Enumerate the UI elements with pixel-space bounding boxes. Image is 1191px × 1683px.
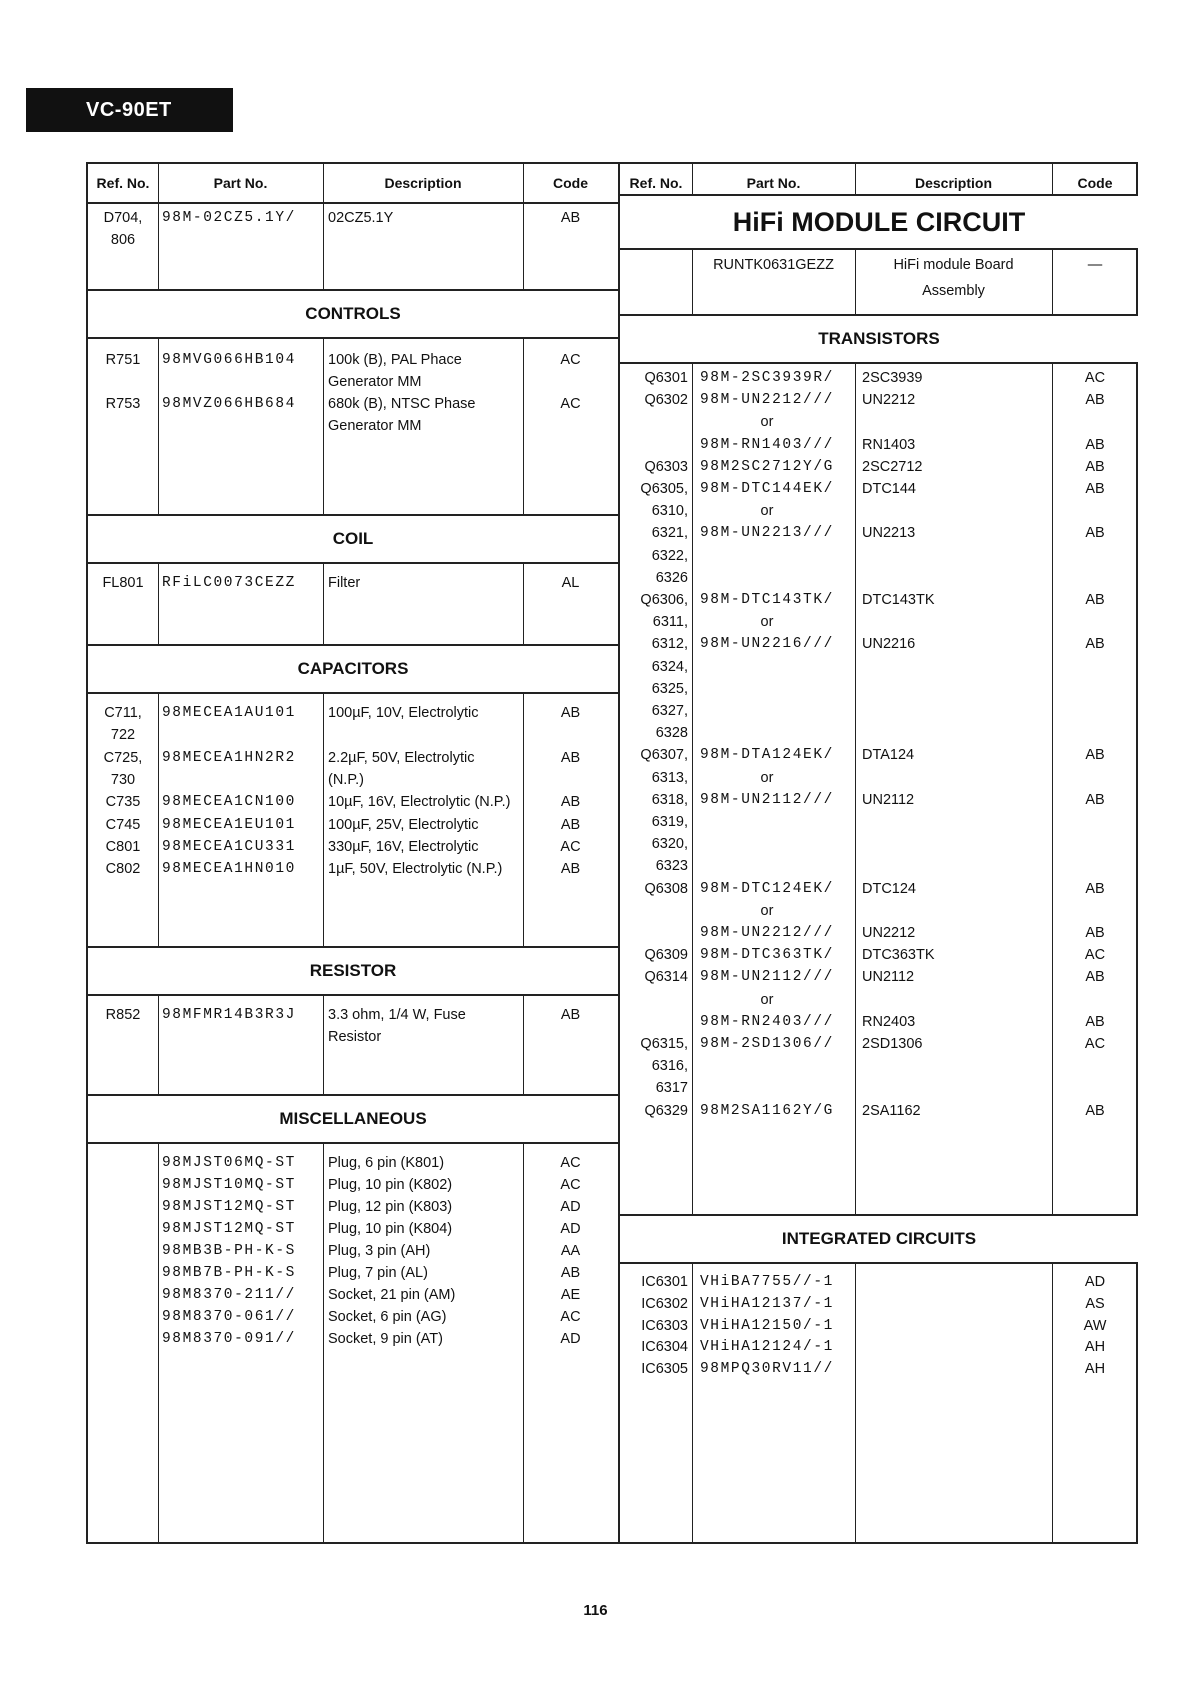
ref-no: 6316, [651, 1058, 688, 1075]
part-no: 98MB3B-PH-K-S [162, 1243, 296, 1259]
description-line-2: Assembly [922, 283, 985, 299]
part-no: 98M-DTC124EK/ [700, 880, 834, 897]
ref-no: 6313, [651, 769, 688, 786]
ref-no: IC6301 [641, 1274, 688, 1290]
right-parts-column [618, 164, 1138, 1542]
description: 100µF, 25V, Electrolytic [328, 816, 479, 833]
code: AB [560, 705, 581, 721]
description: 2SC3939 [862, 370, 923, 386]
ref-no: 6311, [652, 614, 688, 631]
code: AB [1085, 592, 1105, 608]
part-no: RUNTK0631GEZZ [713, 257, 834, 273]
ref-no-line-2: 806 [110, 232, 136, 248]
code: AD [560, 1331, 581, 1347]
page-number: 116 [583, 1602, 608, 1619]
description: HiFi module Board [893, 257, 1014, 273]
code: AB [560, 749, 581, 766]
ref-no: C725, [103, 749, 143, 766]
description: Filter [328, 575, 361, 591]
code: AC [560, 1155, 581, 1171]
ref-no: Q6307, [640, 747, 688, 764]
description-line-2: Generator MM [328, 418, 422, 434]
code: AB [1085, 636, 1105, 653]
code: AH [1084, 1339, 1106, 1356]
description-line-2: Generator MM [328, 374, 422, 390]
header-ref-no: Ref. No. [629, 175, 683, 191]
ref-no: 6325, [651, 680, 688, 697]
part-no: 98MJST12MQ-ST [162, 1221, 296, 1237]
ref-no: Q6329 [644, 1102, 688, 1119]
code: AC [560, 838, 581, 855]
description: 100µF, 10V, Electrolytic [328, 705, 479, 721]
ref-no: C735 [105, 794, 141, 811]
ref-no: 6321, [651, 525, 688, 542]
ref-no: 6310, [651, 503, 688, 520]
description: Plug, 10 pin (K804) [328, 1221, 453, 1237]
code: AC [1084, 370, 1106, 386]
code: AB [560, 861, 581, 878]
ref-no: 722 [110, 727, 136, 744]
ref-no: 6320, [651, 836, 688, 853]
part-no: 98MVZ066HB684 [162, 396, 296, 412]
description: 3.3 ohm, 1/4 W, Fuse [328, 1007, 466, 1023]
ref-no: 6323 [655, 858, 688, 875]
part-no: 98M-2SC3939R/ [700, 370, 834, 386]
code: AS [1085, 1295, 1105, 1312]
part-no: 98MJST12MQ-ST [162, 1199, 296, 1215]
part-no: 98M8370-091// [162, 1331, 296, 1347]
ref-no: 6322, [651, 547, 688, 564]
ref-no: IC6304 [641, 1339, 688, 1356]
code: AA [560, 1243, 581, 1259]
description: UN2112 [862, 969, 915, 986]
ref-no: C802 [105, 861, 141, 878]
description: Socket, 21 pin (AM) [328, 1287, 456, 1303]
ref-no: FL801 [102, 575, 144, 591]
ref-no: R753 [105, 396, 141, 412]
ref-no: C711, [104, 705, 142, 721]
code: AB [560, 210, 581, 226]
description: RN2403 [862, 1013, 916, 1030]
ref-no: 6317 [655, 1080, 688, 1097]
part-no: VHiBA7755//-1 [700, 1274, 834, 1290]
code: AB [560, 1265, 581, 1281]
part-no: 98MJST06MQ-ST [162, 1155, 296, 1171]
part-no: 98M-UN2213/// [700, 525, 834, 542]
description: Socket, 9 pin (AT) [328, 1331, 443, 1347]
section-hifi-module-circuit: HiFi MODULE CIRCUIT [620, 194, 1138, 250]
section-capacitors: CAPACITORS [88, 644, 618, 694]
ref-no: Q6303 [644, 458, 688, 475]
description: (N.P.) [328, 771, 364, 788]
code: AB [1085, 525, 1105, 542]
ref-no: Q6306, [640, 592, 688, 608]
or-separator: or [760, 503, 774, 520]
part-no: RFiLC0073CEZZ [162, 575, 296, 591]
ref-no: 6326 [655, 569, 688, 586]
description-line-2: Resistor [328, 1029, 382, 1045]
part-no: 98M-DTC363TK/ [700, 947, 834, 964]
description: DTC363TK [862, 947, 935, 964]
code: AB [560, 816, 581, 833]
part-no: 98M-02CZ5.1Y/ [162, 210, 296, 226]
description: 2SD1306 [862, 1036, 923, 1052]
section-controls: CONTROLS [88, 289, 618, 339]
description: 680k (B), NTSC Phase [328, 396, 476, 412]
code: AC [560, 1309, 581, 1325]
code: AC [560, 1177, 581, 1193]
description: Plug, 10 pin (K802) [328, 1177, 453, 1193]
or-separator: or [760, 991, 774, 1008]
description: 02CZ5.1Y [328, 210, 394, 226]
description: UN2212 [862, 925, 916, 941]
part-no: 98MECEA1CN100 [162, 794, 296, 811]
description: Plug, 3 pin (AH) [328, 1243, 431, 1259]
part-no: 98M-UN2212/// [700, 925, 834, 941]
section-integrated-circuits: INTEGRATED CIRCUITS [620, 1214, 1138, 1264]
part-no: 98MFMR14B3R3J [162, 1007, 296, 1023]
ref-no: Q6314 [644, 969, 688, 986]
part-no: 98M-DTC143TK/ [700, 592, 834, 608]
part-no: 98M-DTC144EK/ [700, 481, 834, 497]
part-no: 98MECEA1CU331 [162, 838, 296, 855]
description: DTC144 [862, 481, 916, 497]
part-no: 98M2SA1162Y/G [700, 1102, 834, 1119]
ref-no: 6327, [651, 703, 688, 719]
ref-no: 6318, [651, 791, 688, 808]
description: 2SA1162 [862, 1102, 921, 1119]
description: Plug, 12 pin (K803) [328, 1199, 453, 1215]
description: Plug, 7 pin (AL) [328, 1265, 428, 1281]
ref-no: D704, [103, 210, 143, 226]
part-no: 98MECEA1AU101 [162, 705, 296, 721]
code: AB [1085, 436, 1105, 453]
or-separator: or [760, 614, 774, 631]
part-no: 98MVG066HB104 [162, 352, 296, 368]
code: AL [561, 575, 580, 591]
part-no: 98M-UN2112/// [700, 969, 834, 986]
code: AB [1085, 969, 1105, 986]
parts-list-table [86, 162, 1138, 1544]
part-no: 98M-UN2216/// [700, 636, 834, 653]
code: AW [1083, 1317, 1107, 1334]
code: AB [1085, 925, 1105, 941]
description: 100k (B), PAL Phace [328, 352, 462, 368]
part-no: 98MECEA1EU101 [162, 816, 296, 833]
or-separator: or [760, 902, 774, 919]
part-no: 98MECEA1HN2R2 [162, 749, 296, 766]
code: AB [1085, 791, 1105, 808]
ref-no: Q6301 [644, 370, 688, 386]
code: AD [1084, 1274, 1106, 1290]
part-no: 98M-RN2403/// [700, 1013, 834, 1030]
ref-no: IC6302 [641, 1295, 688, 1312]
description: 2SC2712 [862, 458, 923, 475]
ref-no: 6328 [655, 725, 688, 742]
description: 330µF, 16V, Electrolytic [328, 838, 479, 855]
part-no: 98M-2SD1306// [700, 1036, 834, 1052]
part-no: 98MJST10MQ-ST [162, 1177, 296, 1193]
code: AC [1084, 947, 1106, 964]
part-no: 98M8370-061// [162, 1309, 296, 1325]
header-code: Code [553, 175, 588, 191]
part-no: 98MB7B-PH-K-S [162, 1265, 296, 1281]
description: DTC124 [862, 880, 916, 897]
or-separator: or [760, 414, 774, 431]
ref-no: Q6308 [644, 880, 688, 897]
code: AB [1085, 1013, 1105, 1030]
ref-no: R852 [105, 1007, 141, 1023]
ref-no: Q6305, [640, 481, 688, 497]
code: AB [1085, 880, 1105, 897]
description: UN2112 [862, 791, 915, 808]
model-tab [26, 88, 233, 132]
left-table-header [88, 164, 618, 204]
part-no: VHiHA12150/-1 [700, 1317, 834, 1334]
part-no: 98M-UN2212/// [700, 392, 834, 409]
code: AB [1085, 392, 1105, 409]
code: AH [1084, 1361, 1106, 1378]
code: AB [560, 1007, 581, 1023]
code: AB [1085, 458, 1105, 475]
description: Plug, 6 pin (K801) [328, 1155, 445, 1171]
part-no: 98MPQ30RV11// [700, 1361, 834, 1378]
code: AB [1085, 1102, 1105, 1119]
section-resistor: RESISTOR [88, 946, 618, 996]
header-description: Description [914, 175, 992, 191]
left-parts-column [88, 164, 618, 1542]
ref-no: Q6309 [644, 947, 688, 964]
description: DTA124 [862, 747, 915, 764]
description: UN2213 [862, 525, 916, 542]
ref-no: Q6302 [644, 392, 688, 409]
section-coil: COIL [88, 514, 618, 564]
description: Socket, 6 pin (AG) [328, 1309, 447, 1325]
description: RN1403 [862, 436, 916, 453]
code: AD [560, 1199, 581, 1215]
code: AC [1084, 1036, 1106, 1052]
section-miscellaneous: MISCELLANEOUS [88, 1094, 618, 1144]
description: UN2212 [862, 392, 916, 409]
ref-no: 6319, [651, 814, 688, 830]
part-no: VHiHA12124/-1 [700, 1339, 834, 1356]
code: AD [560, 1221, 581, 1237]
part-no: 98M8370-211// [162, 1287, 296, 1303]
code: AC [560, 352, 581, 368]
part-no: 98M2SC2712Y/G [700, 458, 834, 475]
part-no: 98MECEA1HN010 [162, 861, 296, 878]
ref-no: 6312, [651, 636, 688, 653]
header-part-no: Part No. [213, 175, 268, 191]
header-ref-no: Ref. No. [96, 175, 150, 191]
ref-no: 730 [110, 771, 136, 788]
code: AC [560, 396, 581, 412]
part-no: 98M-RN1403/// [700, 436, 834, 453]
header-code: Code [1077, 175, 1113, 191]
header-part-no: Part No. [746, 175, 801, 191]
part-no: 98M-DTA124EK/ [700, 747, 834, 764]
description: 1µF, 50V, Electrolytic (N.P.) [328, 861, 503, 878]
ref-no: C745 [105, 816, 141, 833]
or-separator: or [760, 769, 774, 786]
description: 10µF, 16V, Electrolytic (N.P.) [328, 794, 511, 811]
code: AE [560, 1287, 581, 1303]
description: DTC143TK [862, 592, 935, 608]
ref-no: Q6315, [640, 1036, 688, 1052]
description: UN2216 [862, 636, 916, 653]
description: 2.2µF, 50V, Electrolytic [328, 749, 475, 766]
code: AB [560, 794, 581, 811]
header-description: Description [384, 175, 462, 191]
ref-no: C801 [105, 838, 141, 855]
code: — [1087, 257, 1103, 273]
ref-no: IC6305 [641, 1361, 688, 1378]
ref-no: 6324, [651, 658, 688, 675]
code: AB [1085, 481, 1105, 497]
code: AB [1085, 747, 1105, 764]
ref-no: IC6303 [641, 1317, 688, 1334]
part-no: 98M-UN2112/// [700, 791, 834, 808]
model-label: VC-90ET [86, 99, 172, 121]
ref-no: R751 [105, 352, 141, 368]
section-transistors: TRANSISTORS [620, 314, 1138, 364]
part-no: VHiHA12137/-1 [700, 1295, 834, 1312]
